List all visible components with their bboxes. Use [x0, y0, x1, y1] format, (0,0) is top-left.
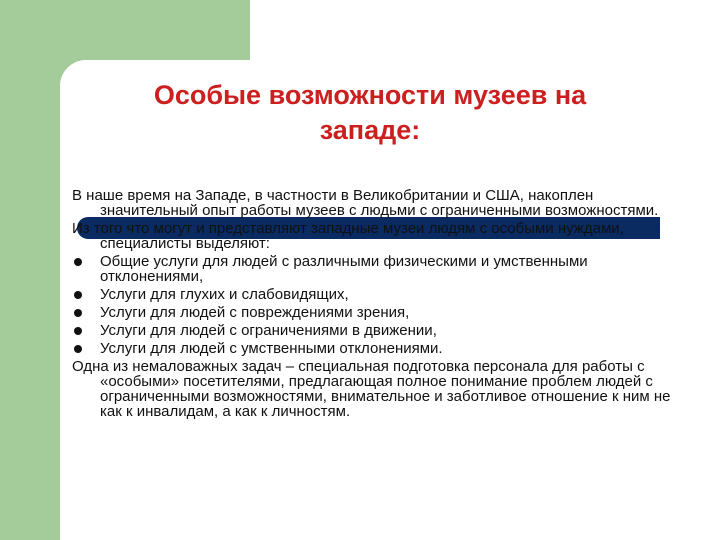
- bullet-item-4-text: Услуги для людей с ограничениями в движении,: [100, 322, 437, 339]
- intro-paragraph: В наше время на Западе, в частности в Великобритании и США, накоплен значительный опыт работы музеев с людьми с ограниченными возможностями.: [72, 187, 659, 219]
- bullet-dot-icon: [74, 309, 82, 317]
- bullet-item-4: [72, 323, 672, 338]
- bullet-item-1: [72, 254, 672, 284]
- conclusion-paragraph: Одна из немаловажных задач – специальная подготовка персонала для работы с «особыми» посетителями, предлагающая полное понимание проблем людей с ограниченными возможностями, внимательное и заботливое отношение к ним не как к инвалидам, а как к личностям.: [72, 358, 671, 420]
- bullet-dot-icon: [74, 291, 82, 299]
- slide-title-line-1: Особые возможности музеев на: [153, 80, 587, 110]
- bullet-item-3-text: Услуги для людей с повреждениями зрения,: [100, 304, 410, 321]
- lead-paragraph: Из того что могут и представляют западные музеи людям с особыми нуждами, специалисты выделяют:: [72, 220, 624, 252]
- slide-title-line-2: западе:: [319, 115, 421, 145]
- slide-body: [72, 188, 672, 419]
- bullet-item-5: [72, 341, 672, 356]
- slide-title: [100, 78, 640, 148]
- bullet-item-5-text: Услуги для людей с умственными отклонениями.: [100, 340, 443, 357]
- bullet-item-1-text: Общие услуги для людей с различными физическими и умственными отклонениями,: [100, 253, 588, 285]
- bullet-dot-icon: [74, 258, 82, 266]
- bullet-item-2: [72, 287, 672, 302]
- bullet-dot-icon: [74, 327, 82, 335]
- bullet-dot-icon: [74, 345, 82, 353]
- bullet-item-3: [72, 305, 672, 320]
- bullet-item-2-text: Услуги для глухих и слабовидящих,: [100, 286, 349, 303]
